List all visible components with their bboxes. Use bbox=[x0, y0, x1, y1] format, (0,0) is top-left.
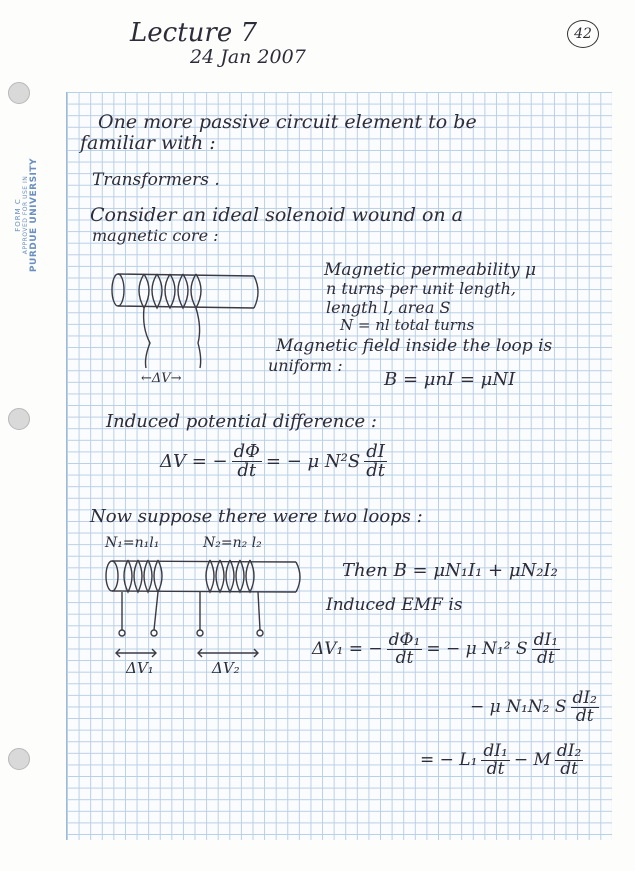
lecture-date: 24 Jan 2007 bbox=[190, 46, 306, 68]
stamp-approved-label: APPROVED FOR USE IN bbox=[22, 175, 29, 255]
stamp-university-label: PURDUE UNIVERSITY bbox=[29, 157, 39, 273]
dt: dt bbox=[237, 460, 257, 481]
transformers-heading: Transformers . bbox=[92, 170, 220, 190]
dt: dt bbox=[560, 759, 578, 779]
binder-hole bbox=[8, 408, 30, 430]
emf-equation-1 bbox=[312, 632, 564, 667]
dv-mid: = − μ N²S bbox=[265, 450, 361, 472]
coil-2-label: N₂=n₂ l₂ bbox=[203, 535, 262, 551]
perm-line-2: n turns per unit length, bbox=[326, 279, 517, 298]
field-line-2: uniform : bbox=[268, 356, 343, 375]
dphi-dt-fraction bbox=[232, 443, 262, 480]
dt: dt bbox=[486, 759, 505, 779]
di1: dI₁ bbox=[533, 630, 559, 650]
di2-dt-fraction bbox=[571, 690, 599, 725]
dphi: dΦ bbox=[233, 441, 260, 462]
delta-v1-label: ΔV₁ bbox=[126, 659, 154, 677]
intro-line-2: familiar with : bbox=[80, 132, 216, 154]
dt: dt bbox=[366, 460, 385, 481]
emf2-lhs: − μ N₁N₂ S bbox=[470, 697, 567, 717]
di1: dI₁ bbox=[483, 741, 508, 761]
perm-line-3: length l, area S bbox=[326, 298, 451, 317]
emf3-mid: − M bbox=[513, 750, 551, 770]
di: dI bbox=[366, 441, 385, 462]
two-coil-drawing bbox=[100, 552, 306, 648]
di1-dt-fraction-2 bbox=[481, 743, 509, 778]
di2: dI₂ bbox=[556, 741, 582, 761]
lecture-title: Lecture 7 bbox=[130, 18, 258, 48]
induced-label: Induced potential difference : bbox=[106, 411, 377, 432]
perm-line-4: N = nl total turns bbox=[340, 316, 475, 334]
emf-equation-2 bbox=[470, 690, 603, 725]
dt: dt bbox=[536, 648, 555, 668]
binder-hole bbox=[8, 82, 30, 104]
page-number-badge bbox=[567, 20, 599, 48]
solenoid-drawing bbox=[104, 268, 264, 388]
emf1-mid: = − μ N₁² S bbox=[426, 639, 528, 659]
dt: dt bbox=[575, 706, 594, 726]
di2: dI₂ bbox=[572, 688, 597, 708]
emf1-lhs: ΔV₁ = − bbox=[312, 639, 383, 659]
emf3-lhs: = − L₁ bbox=[420, 750, 478, 770]
stamp-form-label: FORM C bbox=[14, 198, 22, 232]
intro-line-1: One more passive circuit element to be bbox=[98, 111, 477, 133]
delta-v-equation bbox=[160, 443, 391, 480]
dphi1: dΦ₁ bbox=[388, 630, 421, 650]
side-stamp bbox=[14, 120, 39, 310]
dt: dt bbox=[395, 648, 414, 668]
di1-dt-fraction bbox=[532, 632, 560, 667]
dv-lhs: ΔV = − bbox=[160, 450, 228, 472]
binder-hole bbox=[8, 748, 30, 770]
page-number: 42 bbox=[574, 26, 592, 42]
di2-dt-fraction-2 bbox=[555, 743, 583, 778]
perm-line-1: Magnetic permeability μ bbox=[324, 260, 537, 280]
field-line-1: Magnetic field inside the loop is bbox=[276, 336, 553, 356]
di-dt-fraction bbox=[364, 443, 387, 480]
emf-label: Induced EMF is bbox=[326, 595, 463, 615]
solenoid-delta-v: ←ΔV→ bbox=[141, 371, 182, 386]
dphi1-dt-fraction bbox=[387, 632, 423, 667]
delta-v2-label: ΔV₂ bbox=[212, 659, 240, 677]
consider-line-2: magnetic core : bbox=[92, 226, 219, 245]
then-b-equation: Then B = μN₁I₁ + μN₂I₂ bbox=[342, 560, 558, 581]
emf-equation-3 bbox=[420, 743, 587, 778]
two-loops-line: Now suppose there were two loops : bbox=[90, 506, 423, 527]
field-equation: B = μnI = μNI bbox=[384, 369, 516, 390]
coil-1-label: N₁=n₁l₁ bbox=[105, 535, 160, 551]
consider-line-1: Consider an ideal solenoid wound on a bbox=[90, 204, 463, 226]
